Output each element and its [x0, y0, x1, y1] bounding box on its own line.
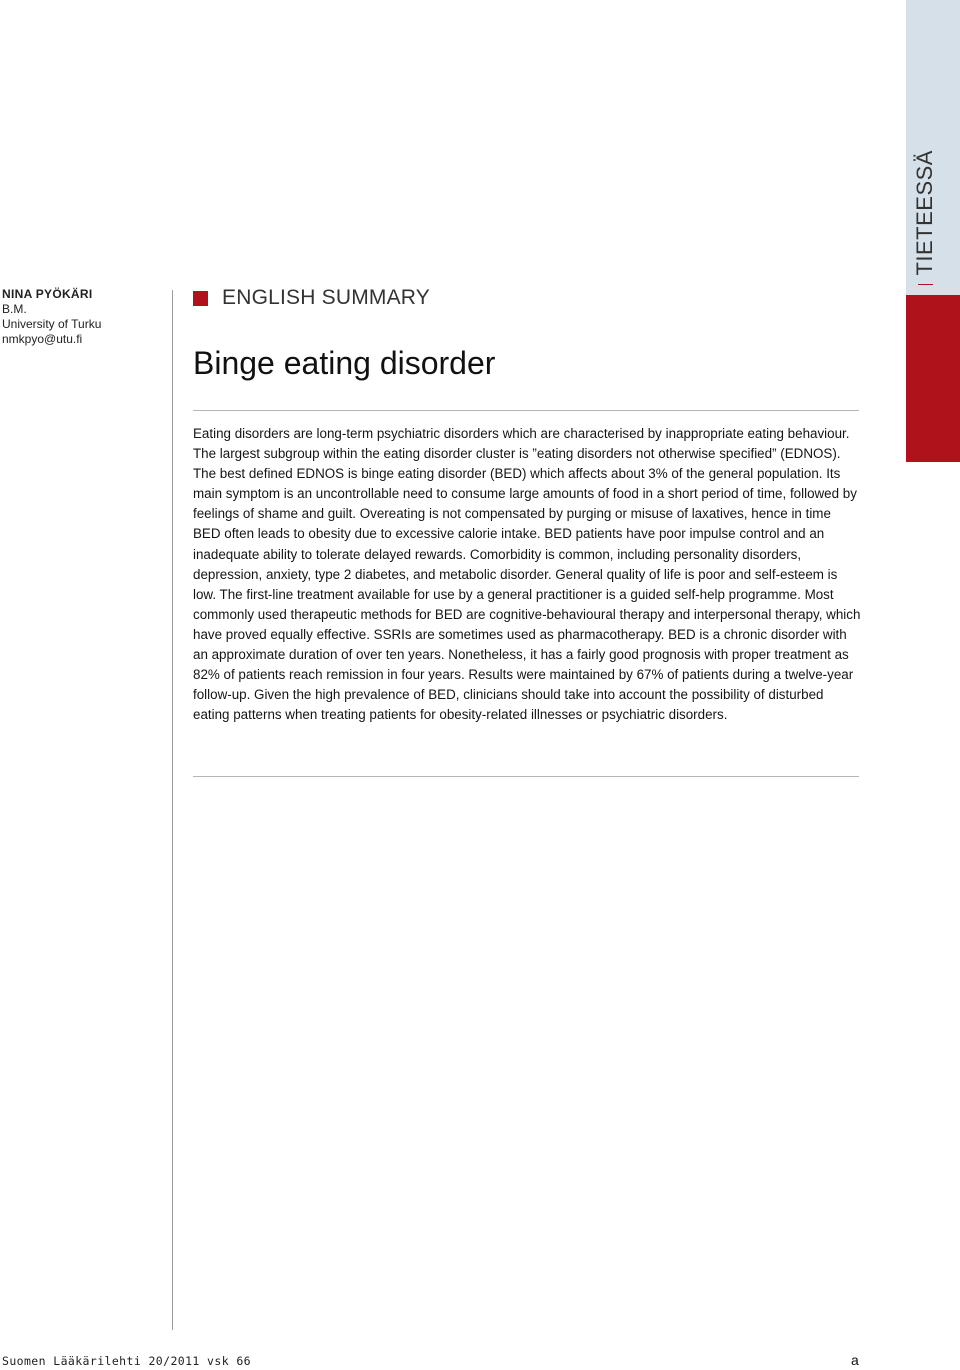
section-tab-label: TIETEESSÄ [912, 150, 937, 276]
bottom-rule [193, 776, 859, 777]
red-square-icon [193, 291, 208, 306]
section-label: ENGLISH SUMMARY [222, 286, 430, 309]
section-header [193, 286, 430, 310]
page-marker: a [851, 1352, 859, 1368]
footer-journal: Suomen Lääkärilehti 20/2011 vsk 66 [2, 1354, 252, 1368]
column-divider [172, 290, 173, 1330]
abstract-text: Eating disorders are long-term psychiatric disorders which are characterised by inappropriate eating behaviour. The largest subgroup within the eating disorder cluster is ”eating disorders not otherwise specified” (EDNOS). The best defined EDNOS is binge eating disorder (BED) which affects about 3% of the general population. Its main symptom is an uncontrollable need to consume large amounts of food in a short period of time, followed by feelings of shame and guilt. Overeating is not compensated by purging or misuse of laxatives, hence in time BED often leads to obesity due to excessive calorie intake. BED patients have poor impulse control and an inadequate ability to tolerate delayed rewards. Comorbidity is common, including personality disorders, depression, anxiety, type 2 diabetes, and metabolic disorder. General quality of life is poor and self-esteem is low. The first-line treatment available for use by a general practitioner is a guided self-help programme. Most commonly used therapeutic methods for BED are cognitive-behavioural therapy and interpersonal therapy, which have proved equally effective. SSRIs are sometimes used as pharmacotherapy. BED is a chronic disorder with an approximate duration of over ten years. Nonetheless, it has a fairly good prognosis with proper treatment as 82% of patients reach remission in four years. Results were maintained by 67% of patients during a twelve-year follow-up. Given the high prevalence of BED, clinicians should take into account the possibility of disturbed eating patterns when treating patients for obesity-related illnesses or psychiatric disorders. [193, 426, 861, 723]
author-email: nmkpyo@utu.fi [2, 332, 83, 346]
author-affiliation: University of Turku [2, 317, 102, 331]
author-block [2, 287, 101, 347]
top-rule [193, 410, 859, 411]
author-degree: B.M. [2, 302, 27, 316]
tab-square-icon [918, 284, 933, 285]
section-tab [913, 150, 937, 285]
sidebar-red-band [906, 295, 960, 462]
article-title: Binge eating disorder [193, 345, 496, 381]
author-name: NINA PYÖKÄRI [2, 287, 93, 301]
